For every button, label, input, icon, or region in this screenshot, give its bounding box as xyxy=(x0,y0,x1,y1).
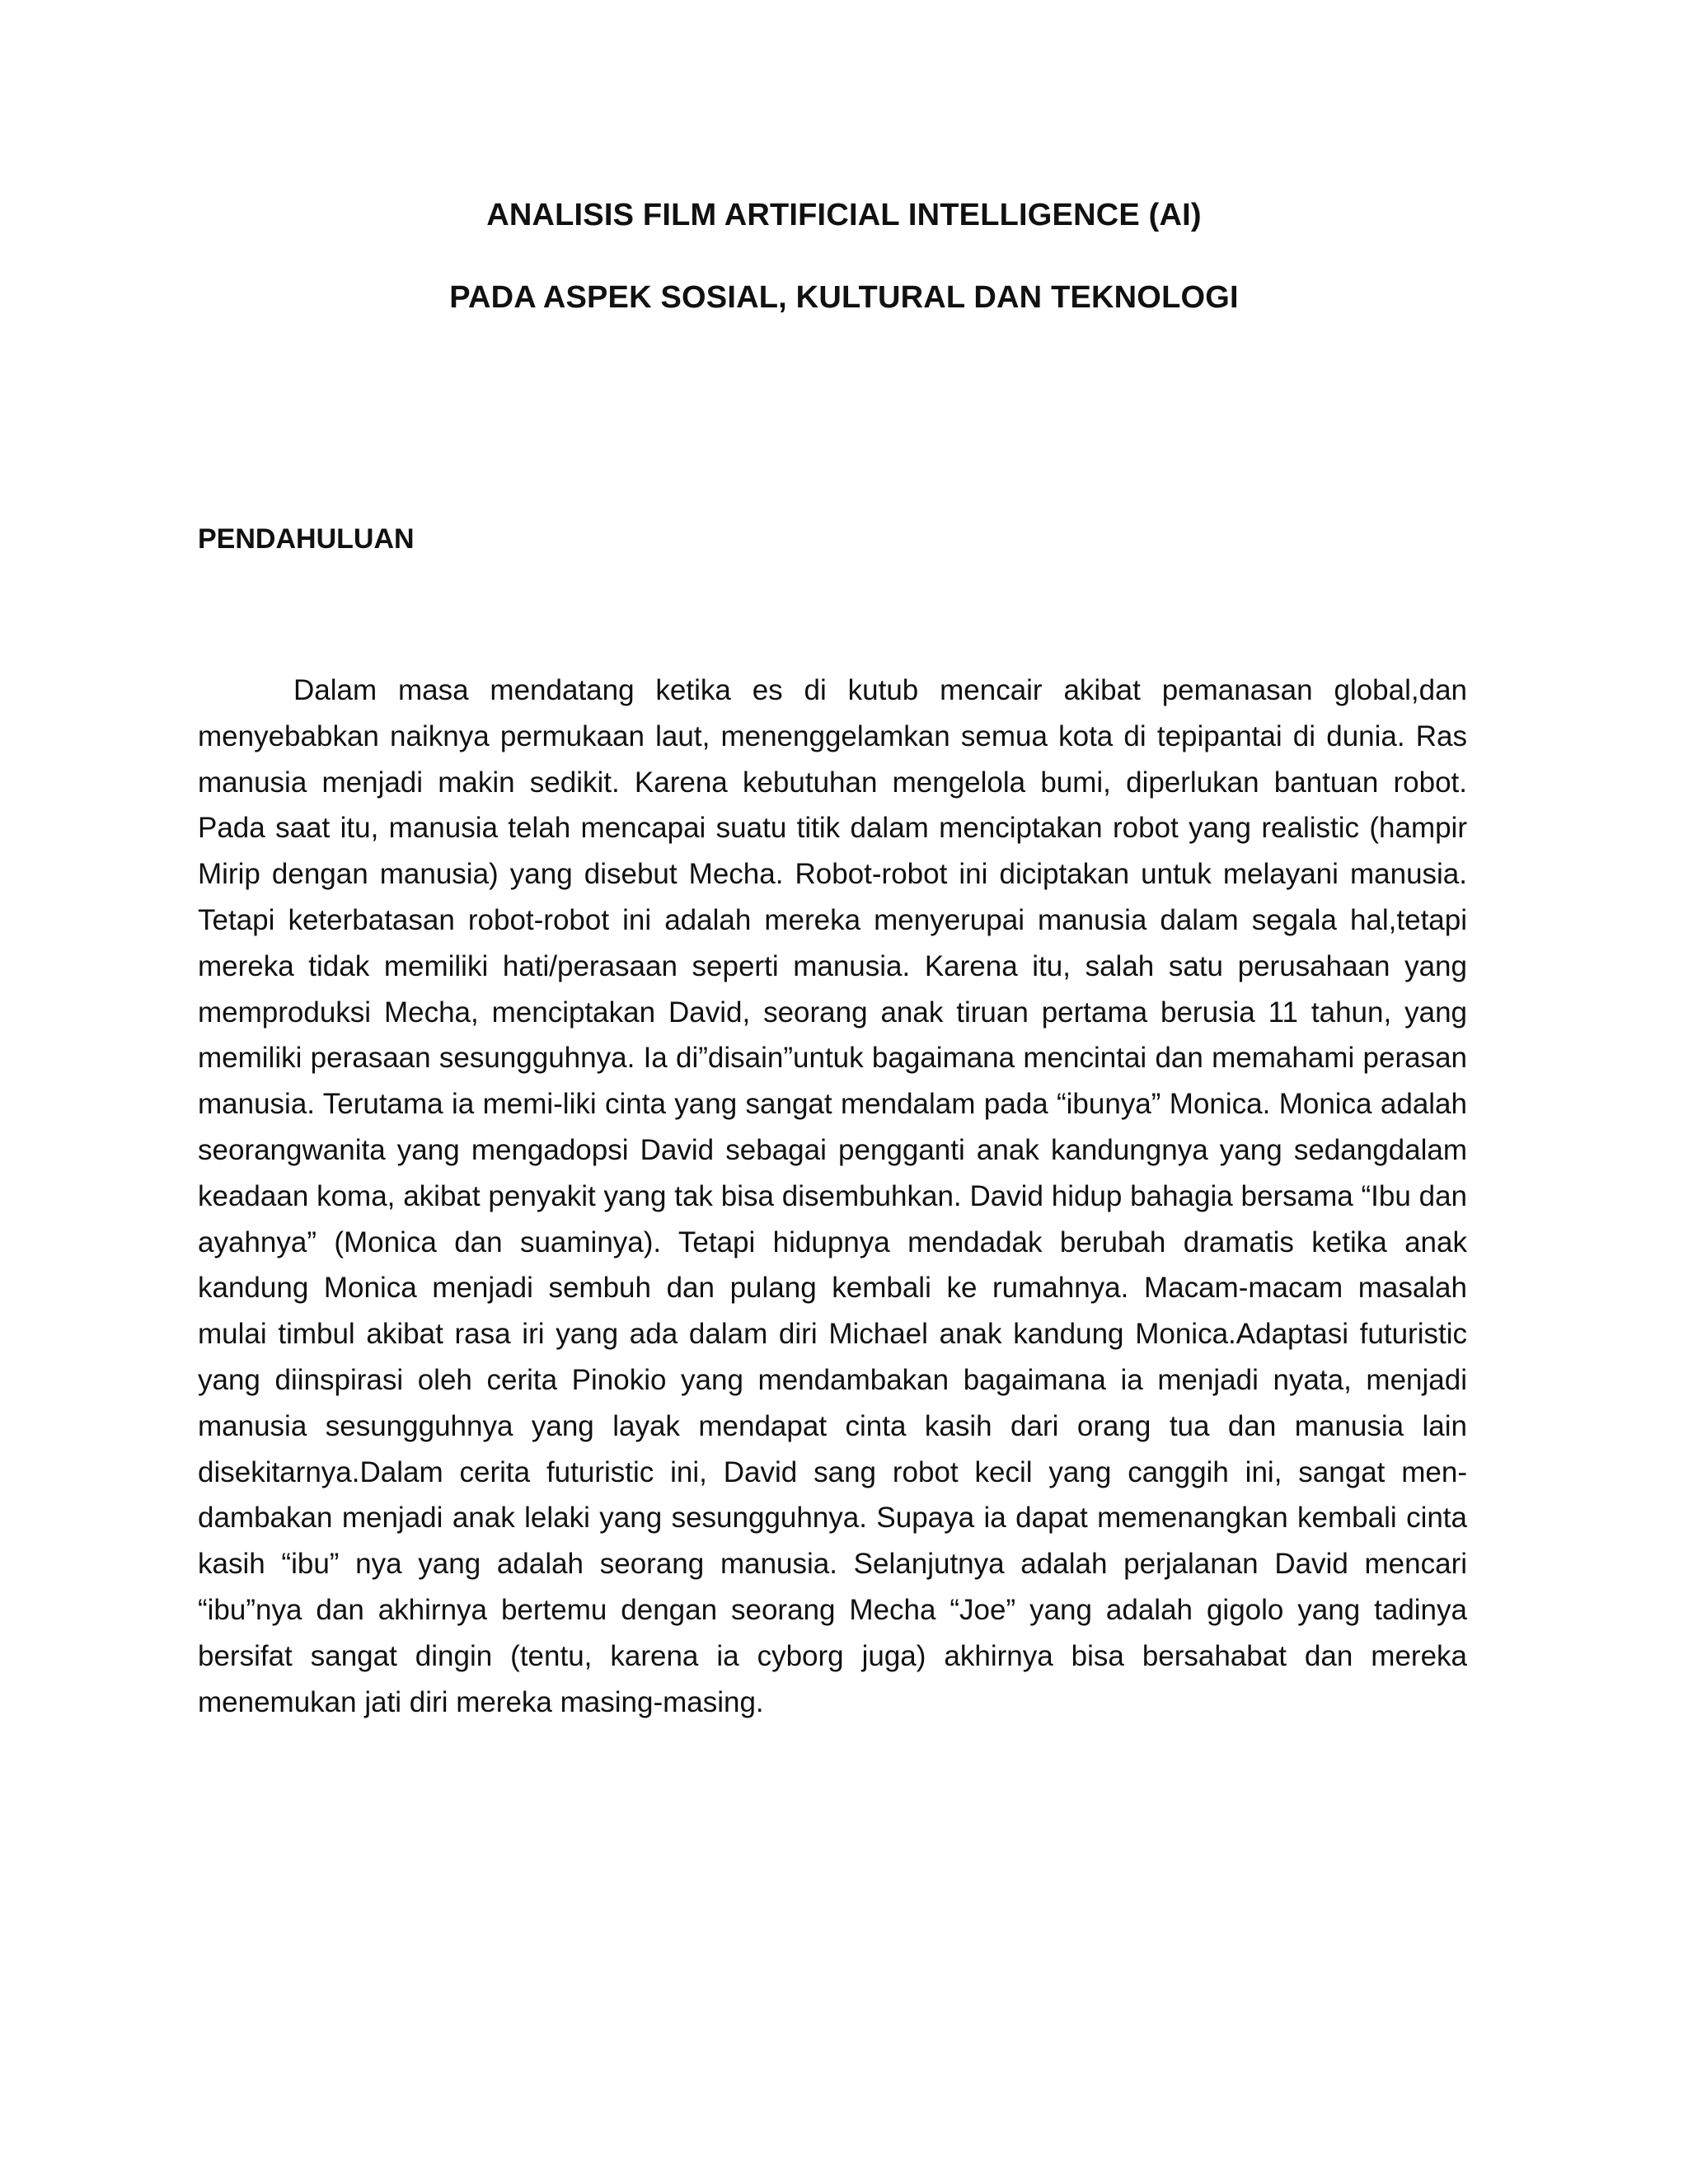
document-title-line-1: ANALISIS FILM ARTIFICIAL INTELLIGENCE (AI) xyxy=(486,198,1202,232)
section-heading: PENDAHULUAN xyxy=(198,523,415,555)
body-paragraph: Dalam masa mendatang ketika es di kutub mencair akibat pemanasan global,dan menyebabkan naiknya permukaan laut, menenggelamkan semua kota di tepipantai di dunia. Ras manusia menjadi makin sedikit. Karena kebutuhan mengelola bumi, diperlukan bantuan robot. Pada saat itu, manusia telah mencapai suatu titik dalam menciptakan robot yang realistic (hampir Mirip dengan manusia) yang disebut Mecha. Robot-robot ini diciptakan untuk melayani manusia. Tetapi keterbatasan robot-robot ini adalah mereka menyerupai manusia dalam segala hal,tetapi mereka tidak memiliki hati/perasaan seperti manusia. Karena itu, salah satu perusahaan yang memproduksi Mecha, menciptakan David, seorang anak tiruan pertama berusia 11 tahun, yang memiliki perasaan sesungguhnya. Ia di”disain”untuk bagaimana mencintai dan memahami perasan manusia. Terutama ia memi-liki cinta yang sangat mendalam pada “ibunya” Monica. Monica adalah seorangwanita yang mengadopsi David sebagai pengganti anak kandungnya yang sedangdalam keadaan koma, akibat penyakit yang tak bisa disembuhkan. David hidup bahagia bersama “Ibu dan ayahnya” (Monica dan suaminya). Tetapi hidupnya mendadak berubah dramatis ketika anak kandung Monica menjadi sembuh dan pulang kembali ke rumahnya. Macam-macam masalah mulai timbul akibat rasa iri yang ada dalam diri Michael anak kandung Monica.Adaptasi futuristic yang diinspirasi oleh cerita Pinokio yang mendambakan bagaimana ia menjadi nyata, menjadi manusia sesungguhnya yang layak mendapat cinta kasih dari orang tua dan manusia lain disekitarnya.Dalam cerita futuristic ini, David sang robot kecil yang canggih ini, sangat men-dambakan menjadi anak lelaki yang sesungguhnya. Supaya ia dapat memenangkan kembali cinta kasih “ibu” nya yang adalah seorang manusia. Selanjutnya adalah perjalanan David mencari “ibu”nya dan akhirnya bertemu dengan seorang Mecha “Joe” yang adalah gigolo yang tadinya bersifat sangat dingin (tentu, karena ia cyborg juga) akhirnya bisa bersahabat dan mereka menemukan jati diri mereka masing-masing. xyxy=(198,674,1467,1718)
document-title-line-2: PADA ASPEK SOSIAL, KULTURAL DAN TEKNOLOGI xyxy=(449,280,1239,315)
